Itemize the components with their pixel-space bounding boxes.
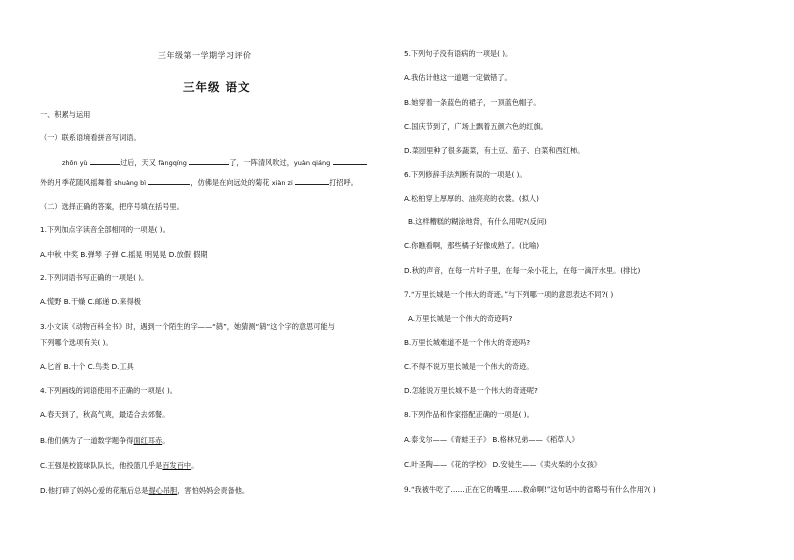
question-6-option-c: C.你瞧看啊，那些橘子好像成熟了。(比喻): [404, 241, 540, 250]
question-8: 8.下列作品和作家搭配正确的一项是( )。: [404, 410, 534, 419]
question-5-option-c: C.国庆节到了，广场上飘着五颜六色的红旗。: [404, 122, 548, 131]
question-9: 9.“我被牛吃了……正在它的嘴里……救命啊!”这句话中的省略号有什么作用?( ): [404, 485, 656, 494]
question-5-option-a: A.我估计他这一道题一定做错了。: [404, 73, 512, 82]
question-7-option-d: D.怎能说万里长城不是一个伟大的奇迹呢?: [404, 386, 538, 395]
pinyin-line-1: [62, 157, 367, 168]
question-3-line-1: 3.小文读《动物百科全书》时，遇到一个陌生的字——“鸫”，她猜测“鸫”这个字的意思可能与: [40, 322, 335, 331]
underlined-word: 百发百中: [162, 461, 192, 470]
text: 外的月季花随风摇舞着: [40, 178, 112, 187]
blank[interactable]: [295, 177, 329, 185]
pinyin: shuàng bì: [114, 179, 147, 187]
pinyin: yuàn qiáng: [293, 159, 331, 167]
question-4: 4.下列画线的词语使用不正确的一项是( )。: [40, 386, 177, 395]
blank[interactable]: [148, 177, 190, 185]
page-title: 三年级第一学期学习评价: [158, 51, 252, 60]
question-4-option-d: D.他打碎了妈妈心爱的花瓶后总是提心吊胆，害怕妈妈会责备他。: [40, 486, 250, 495]
question-7-option-b: B.万里长城难道不是一个伟大的奇迹吗?: [404, 338, 531, 347]
blank[interactable]: [90, 157, 120, 165]
question-5-option-d: D.菜园里种了很多蔬菜，有土豆、茄子、白菜和西红柿。: [404, 146, 585, 155]
question-3-line-2: 下列哪个选项有关( )。: [40, 338, 113, 347]
pinyin: xiàn zi: [271, 179, 293, 187]
question-1: 1.下列加点字读音全部相同的一项是( )。: [40, 225, 170, 234]
section-heading: 一、积累与运用: [40, 110, 91, 119]
text: 打招呼。: [329, 178, 358, 187]
question-4-option-c: C.王强是校篮球队队长，他投篮几乎是百发百中。: [40, 461, 199, 470]
question-2: 2.下列词语书写正确的一项是( )。: [40, 273, 149, 282]
text: ，仿佛是在向远处的菊花: [190, 178, 270, 187]
question-6-option-b: B.这样糟糕的糊涂地背，有什么用呢?(反问): [408, 217, 547, 226]
text: 了，一阵清风吹过，: [229, 158, 294, 167]
part-heading: （二）选择正确的答案，把序号填在括号里。: [40, 202, 184, 211]
question-1-options: A.中秋 中奖 B.弹琴 子弹 C.摇晃 明晃晃 D.放假 假期: [40, 250, 208, 259]
page-subtitle: 三年级 语文: [183, 80, 251, 94]
question-4-option-a: A.春天到了，秋高气爽，最适合去郊餐。: [40, 410, 170, 419]
question-2-options: A.慌野 B.干燥 C.邮递 D.来得极: [40, 297, 141, 306]
question-5-option-b: B.她穿着一条蓝色的裙子，一顶蓝色帽子。: [404, 98, 541, 107]
pinyin-line-2: [40, 177, 358, 188]
part-heading: （一）联系语境看拼音写词语。: [40, 133, 141, 142]
question-6: 6.下列修辞手法判断有误的一项是( )。: [404, 170, 527, 179]
question-5: 5.下列句子没有语病的一项是( )。: [404, 49, 513, 58]
pinyin: fàngqíng: [158, 159, 187, 167]
question-7: 7.“万里长城是一个伟大的奇迹。”与下列哪一项的意思表达不同?( ): [404, 290, 614, 299]
question-6-option-d: D.秋的声音，在每一片叶子里，在每一朵小花上，在每一滴汗水里。(排比): [404, 266, 641, 275]
question-7-option-a: A.万里长城是一个伟大的奇迹吗?: [408, 314, 513, 323]
question-6-option-a: A.松柏穿上厚厚的、油亮亮的衣裳。(拟人): [404, 194, 539, 203]
question-4-option-b: B.他们俩为了一道数学题争得面红耳赤。: [40, 436, 170, 445]
underlined-word: 提心吊胆: [148, 486, 178, 495]
question-8-options-cd: C.叶圣陶——《花的学校》 D.安徒生——《卖火柴的小女孩》: [404, 460, 602, 469]
underlined-word: 面红耳赤: [133, 436, 163, 445]
blank[interactable]: [189, 157, 229, 165]
text: 过后，天又: [119, 158, 156, 167]
question-3-options: A.匕首 B.十个 C.鸟类 D.工具: [40, 362, 134, 371]
blank[interactable]: [333, 157, 367, 165]
question-7-option-c: C.不得不说万里长城是一个伟大的奇迹。: [404, 362, 534, 371]
pinyin: zhōn yù: [62, 159, 88, 167]
question-8-options-ab: A.泰戈尔——《青蛙王子》 B.格林兄弟——《稻草人》: [404, 435, 579, 444]
